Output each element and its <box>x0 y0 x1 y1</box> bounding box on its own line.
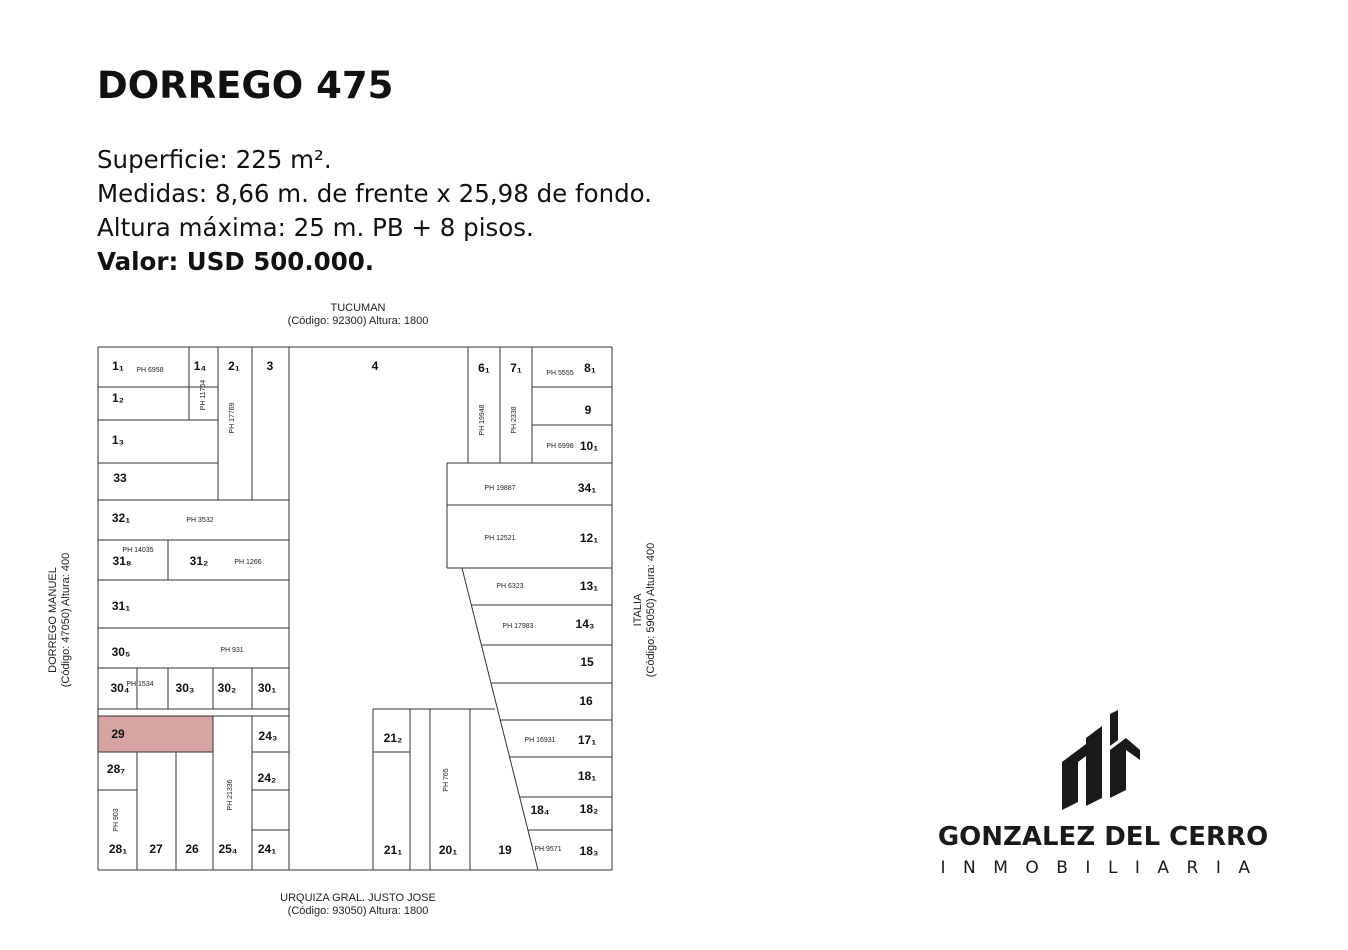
ph-label: PH 903 <box>113 808 120 832</box>
street-bottom-name: URQUIZA GRAL. JUSTO JOSE <box>280 892 436 904</box>
street-bottom-code: (Código: 93050) Altura: 1800 <box>287 905 429 917</box>
street-right-name: ITALIA <box>632 593 644 627</box>
lot-number: 30₄ <box>110 681 130 695</box>
lot-number: 29 <box>111 727 125 741</box>
max-height-text: Altura máxima: 25 m. PB + 8 pisos. <box>97 213 534 242</box>
lot-number: 24₂ <box>257 771 277 785</box>
logo-shape-right <box>1110 738 1126 798</box>
lot-number: 18₂ <box>579 802 599 816</box>
lot-number: 9 <box>584 403 592 417</box>
lot-number: 10₁ <box>579 439 599 453</box>
lot-number: 31₈ <box>112 554 132 568</box>
lot-number: 13₁ <box>579 579 599 593</box>
plan-ph-labels <box>113 367 574 853</box>
lot-number: 18₄ <box>530 803 550 817</box>
price-text: Valor: USD 500.000. <box>97 247 375 276</box>
ph-label: PH 1534 <box>126 681 154 688</box>
logo-shape-mid <box>1086 726 1102 806</box>
lot-number: 28₁ <box>108 842 128 856</box>
ph-label: PH 17983 <box>502 623 534 630</box>
lot-number: 26 <box>185 842 199 856</box>
ph-label: PH 765 <box>443 768 450 792</box>
lot-number: 21₁ <box>383 843 403 857</box>
lot-number: 2₁ <box>228 359 240 373</box>
lot-number: 17₁ <box>577 733 597 747</box>
lot-number: 12₁ <box>579 531 599 545</box>
lot-number: 30₅ <box>111 645 131 659</box>
lot-number: 3 <box>266 359 274 373</box>
brand-name: GONZALEZ DEL CERRO <box>937 822 1269 852</box>
lot-number: 14₃ <box>575 617 595 631</box>
ph-label: PH 19887 <box>484 485 516 492</box>
ph-label: PH 12521 <box>484 535 516 542</box>
lot-number: 25₄ <box>218 842 238 856</box>
surface-text: Superficie: 225 m². <box>97 145 332 174</box>
lot-number: 8₁ <box>584 361 596 375</box>
lot-number: 16 <box>579 694 593 708</box>
lot-number: 1₂ <box>111 391 125 405</box>
lot-boundary <box>462 568 538 870</box>
lot-number: 30₃ <box>175 681 195 695</box>
brand-logo-icon <box>1060 710 1142 810</box>
ph-label: PH 21336 <box>227 779 234 811</box>
lot-number: 32₁ <box>111 511 131 525</box>
logo-shape-wing <box>1126 738 1140 760</box>
brand-tagline: INMOBILIARIA <box>940 858 1268 878</box>
lot-number: 21₂ <box>383 731 403 745</box>
ph-label: PH 931 <box>220 647 244 654</box>
ph-label: PH 19948 <box>479 404 486 436</box>
street-top-name: TUCUMAN <box>330 302 386 314</box>
lot-number: 1₄ <box>193 359 207 373</box>
lot-number: 6₁ <box>478 361 490 375</box>
lot-number: 28₇ <box>106 762 126 776</box>
logo-shape-left <box>1062 750 1078 810</box>
lot-number: 1₃ <box>111 433 125 447</box>
lot-number: 20₁ <box>438 843 458 857</box>
lot-number: 24₁ <box>257 842 277 856</box>
lot-number: 4 <box>371 359 379 373</box>
lot-number: 27 <box>149 842 163 856</box>
lot-number: 18₃ <box>579 844 599 858</box>
street-top-code: (Código: 92300) Altura: 1800 <box>287 315 429 327</box>
ph-label: PH 2338 <box>511 406 518 434</box>
ph-label: PH 1266 <box>234 559 262 566</box>
lot-number: 30₂ <box>217 681 237 695</box>
measures-text: Medidas: 8,66 m. de frente x 25,98 de fondo. <box>97 179 653 208</box>
ph-label: PH 9571 <box>534 846 562 853</box>
street-right-code: (Código: 59050) Altura: 400 <box>645 542 657 678</box>
ph-label: PH 6958 <box>136 367 164 374</box>
lot-number: 33 <box>113 471 127 485</box>
ph-label: PH 17769 <box>229 402 236 434</box>
lot-number: 30₁ <box>257 681 277 695</box>
lot-number: 1₁ <box>112 359 124 373</box>
plan-lines <box>98 347 612 870</box>
street-left-code: (Código: 47050) Altura: 400 <box>60 552 72 688</box>
ph-label: PH 3532 <box>186 517 214 524</box>
street-left-name: DORREGO MANUEL <box>47 567 59 673</box>
property-title: DORREGO 475 <box>97 64 394 107</box>
ph-label: PH 16931 <box>524 737 556 744</box>
logo-shape-top <box>1110 710 1118 746</box>
ph-label: PH 11764 <box>200 379 207 411</box>
lot-number: 34₁ <box>577 481 597 495</box>
lot-number: 7₁ <box>510 361 522 375</box>
ph-label: PH 6323 <box>496 583 524 590</box>
lot-number: 31₁ <box>111 599 131 613</box>
lot-number: 24₃ <box>258 729 278 743</box>
lot-number: 18₁ <box>577 769 597 783</box>
ph-label: PH 5555 <box>546 370 574 377</box>
ph-label: PH 14035 <box>122 547 154 554</box>
logo-shape-cap <box>1078 744 1086 762</box>
lot-number: 31₂ <box>189 554 209 568</box>
ph-label: PH 6998 <box>546 443 574 450</box>
plan-labels <box>107 359 599 858</box>
lot-number: 19 <box>498 843 512 857</box>
lot-number: 15 <box>580 655 594 669</box>
